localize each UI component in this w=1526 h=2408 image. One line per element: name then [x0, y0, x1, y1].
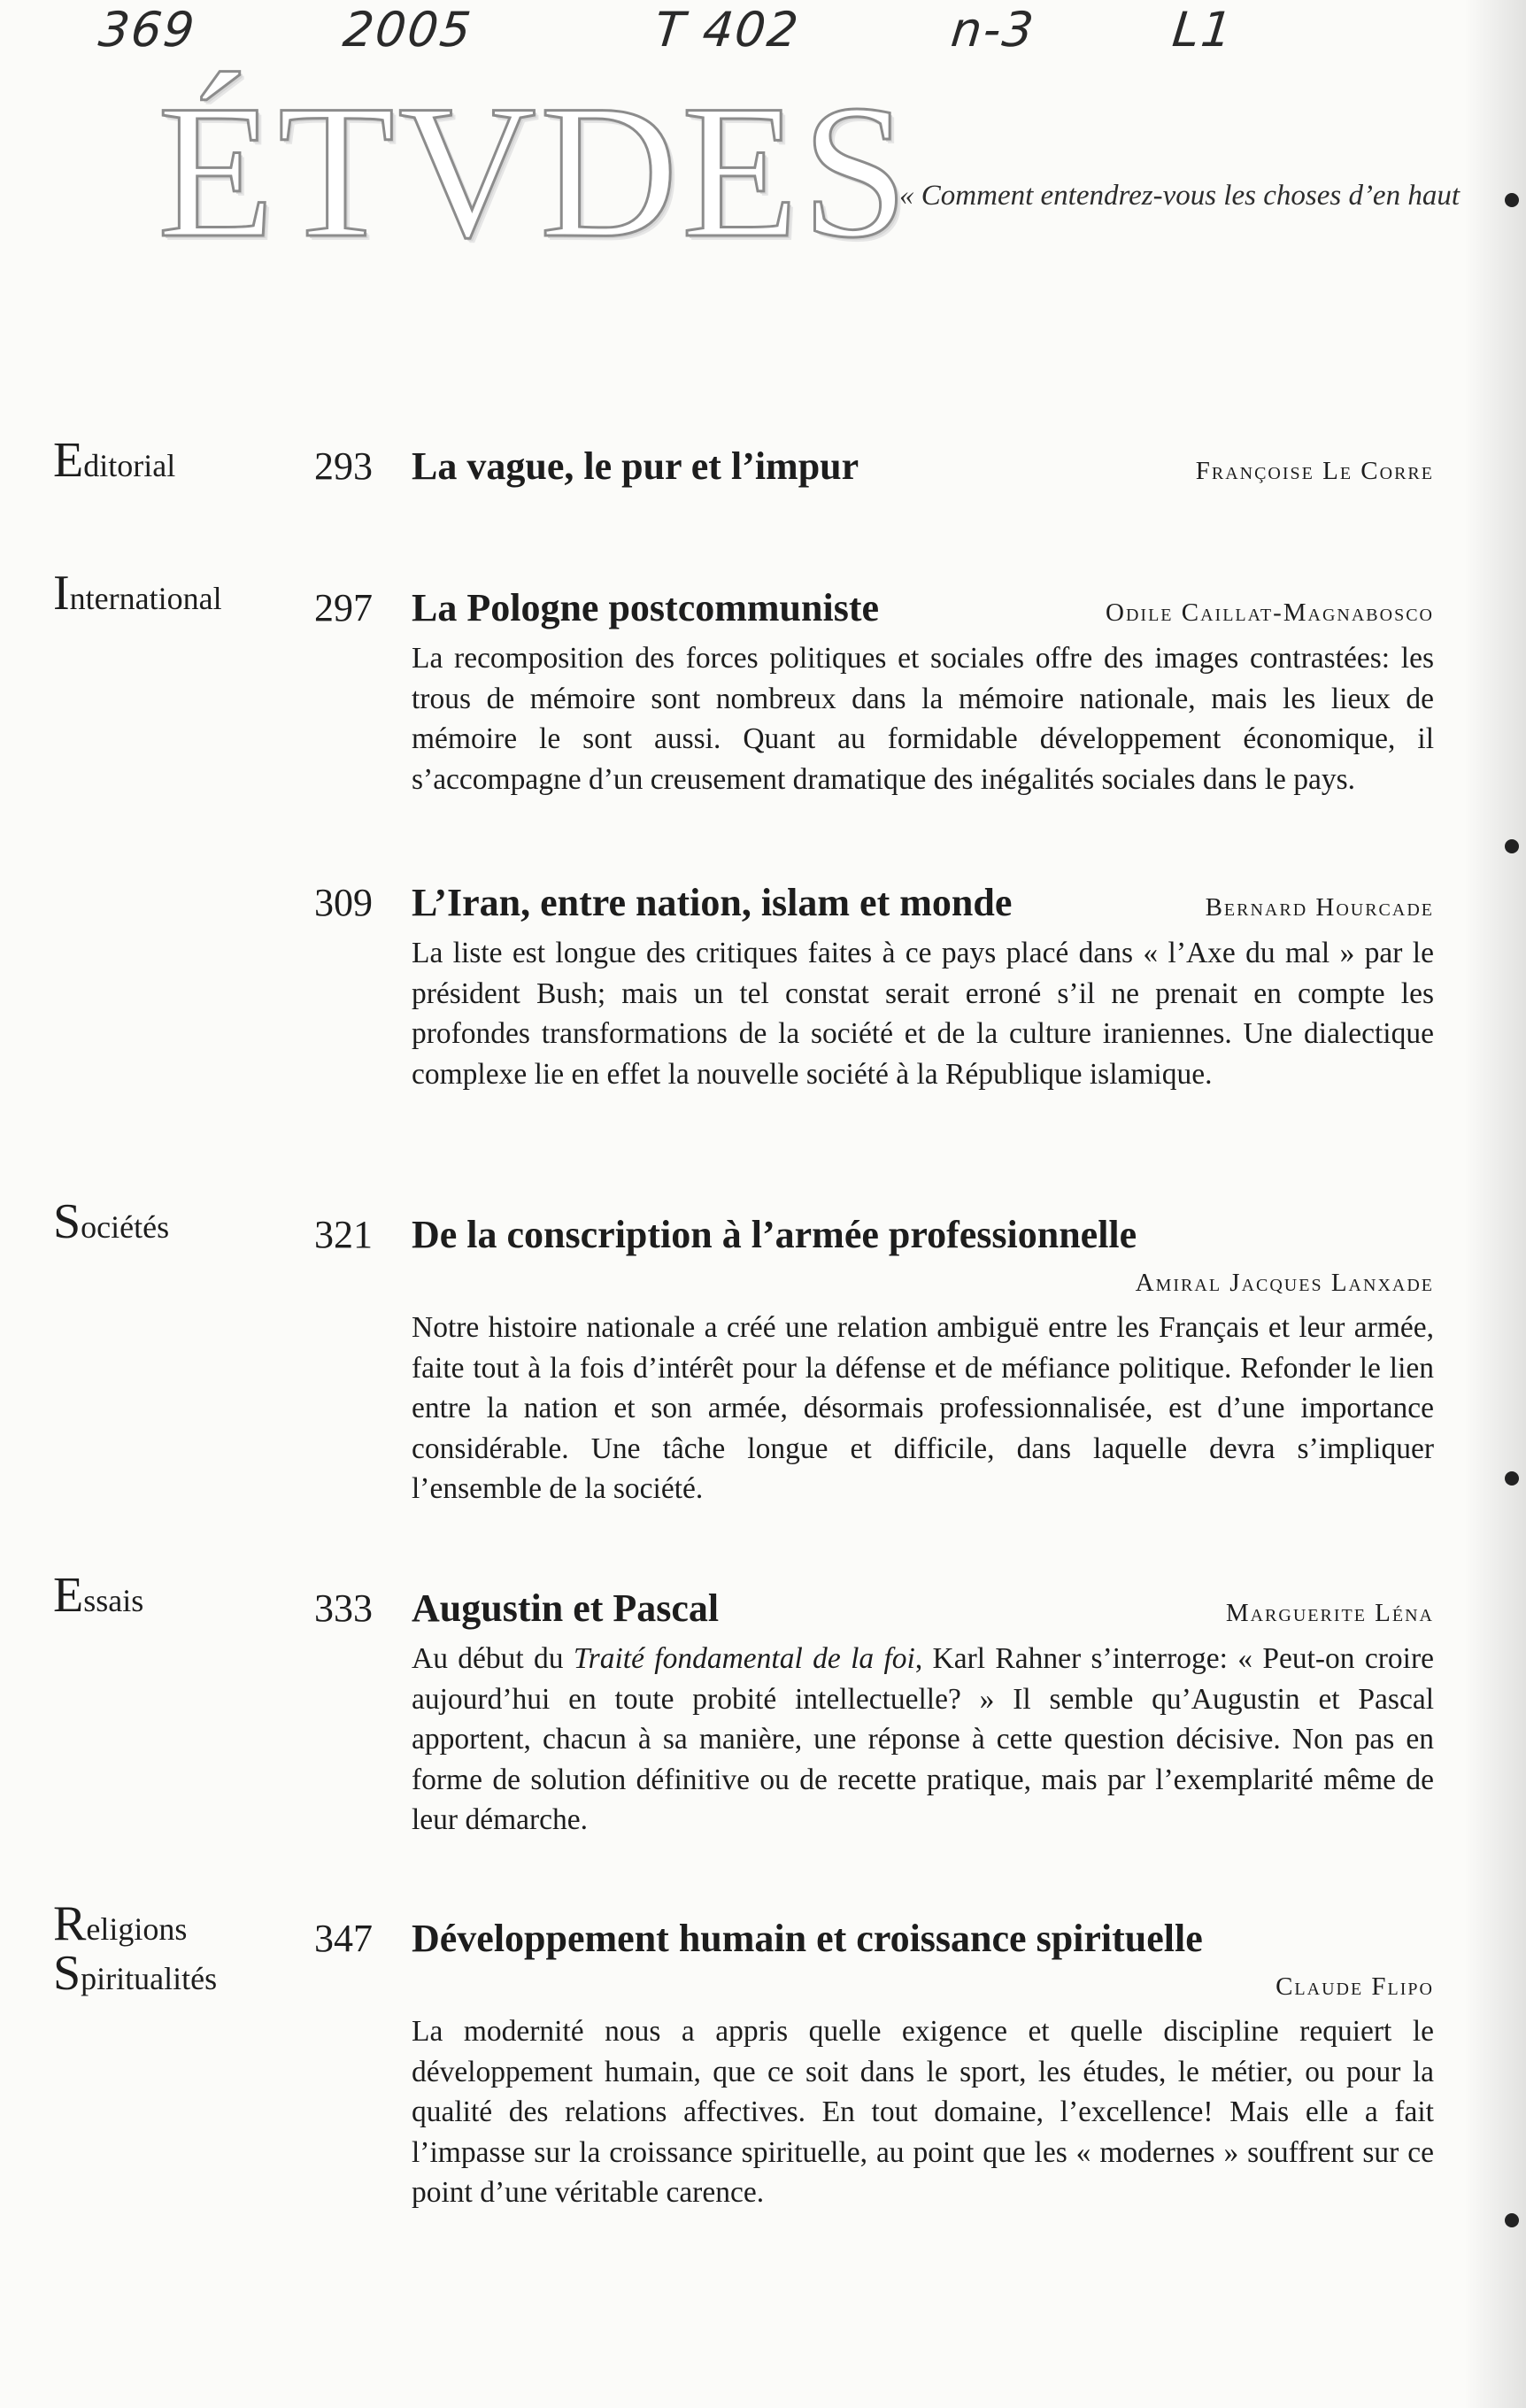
article-entry — [316, 1582, 1434, 1841]
article-summary: La modernité nous a appris quelle exigence et quelle discipline requiert le développement humain, que ce soit dans le sport, les études, le métier, ou pour la qualité des relations affectives. En tout domaine, l’excellence! Mais elle a fait l’impasse sur la croissance spirituelle, au point que les « modernes » souffrent sur ce point d’une véritable carence. — [412, 2015, 1434, 2209]
section-label-essais: Essais — [53, 1568, 144, 1623]
article-author: Amiral Jacques Lanxade — [1135, 1269, 1434, 1297]
article-author: Odile Caillat-Magnabosco — [1106, 598, 1434, 627]
handwritten-note: 2005 — [340, 2, 475, 58]
article-summary: Au début du Traité fondamental de la foi, Karl Rahner s’interroge: « Peut-on croire aujourd’hui en toute probité intellectuelle? » Il semble qu’Augustin et Pascal apportent, chacun à sa manière, une réponse à cette question décisive. Non pas en forme de solution définitive ou de recette pratique, mais par l’exemplarité même de leur démarche. — [412, 1642, 1435, 1836]
article-summary: La liste est longue des critiques faites à ce pays placé dans « l’Axe du mal » par le président Bush; mais un tel constat serait erroné s’il ne prenait en compte les profondes transformations de la société et de la culture iraniennes. Une dialectique complexe lie en effet la nouvelle société à la République islamique. — [412, 937, 1434, 1091]
section-label-societes: Sociétés — [53, 1194, 170, 1249]
handwritten-note: L1 — [1169, 2, 1237, 58]
page-number: 333 — [314, 1586, 373, 1630]
article-title: La Pologne postcommuniste — [412, 586, 879, 629]
article-entry — [316, 1208, 1434, 1509]
handwritten-note: T 402 — [651, 2, 803, 58]
binding-hole — [1505, 1471, 1519, 1486]
book-title: Traité fondamental de la foi — [573, 1642, 915, 1675]
page-number: 309 — [314, 881, 373, 924]
article-author: Françoise Le Corre — [1195, 457, 1434, 485]
article-title: L’Iran, entre nation, islam et monde — [412, 881, 1013, 924]
binding-hole — [1505, 2213, 1519, 2227]
page-edge-shadow — [1464, 0, 1526, 2408]
article-author: Bernard Hourcade — [1205, 893, 1434, 922]
section-label-religions-spiritualites: Religions Spiritualités — [53, 1896, 218, 2001]
page-number: 347 — [314, 1917, 373, 1960]
journal-logo: ÉTVDES — [158, 66, 912, 277]
article-title: La vague, le pur et l’impur — [412, 444, 859, 488]
article-author: Claude Flipo — [1276, 1972, 1434, 2001]
handwritten-note: n-3 — [948, 2, 1038, 58]
page-number: 293 — [314, 444, 373, 488]
article-entry — [316, 876, 1434, 1094]
article-entry — [316, 582, 1434, 799]
article-entry — [316, 440, 1434, 493]
journal-motto: « Comment entendrez-vous les choses d’en haut — [899, 180, 1460, 212]
binding-hole — [1505, 193, 1519, 207]
article-entry — [316, 1912, 1434, 2213]
article-summary: Notre histoire nationale a créé une relation ambiguë entre les Français et leur armée, faite tout à la fois d’intérêt pour la défense et de méfiance politique. Refonder le lien entre la nation et son armée, désormais professionnalisée, est d’une importance considérable. Une tâche longue et difficile, dans laquelle devra s’impliquer l’ensemble de la société. — [412, 1311, 1434, 1505]
article-author: Marguerite Léna — [1225, 1599, 1434, 1627]
page-number: 321 — [314, 1213, 373, 1256]
article-title: De la conscription à l’armée professionnelle — [412, 1213, 1137, 1256]
article-title: Développement humain et croissance spirituelle — [412, 1917, 1203, 1960]
section-label-editorial: Editorial — [53, 433, 176, 488]
article-title: Augustin et Pascal — [412, 1586, 720, 1630]
page-number: 297 — [314, 586, 373, 629]
section-label-international: International — [53, 566, 222, 621]
binding-hole — [1505, 839, 1519, 853]
article-summary: La recomposition des forces politiques et sociales offre des images contrastées: les trous de mémoire sont nombreux dans la mémoire nationale, mais les lieux de mémoire le sont aussi. Quant au formidable développement économique, il s’accompagne d’un creusement dramatique des inégalités sociales dans le pays. — [412, 642, 1434, 796]
handwritten-note: 369 — [96, 2, 199, 58]
